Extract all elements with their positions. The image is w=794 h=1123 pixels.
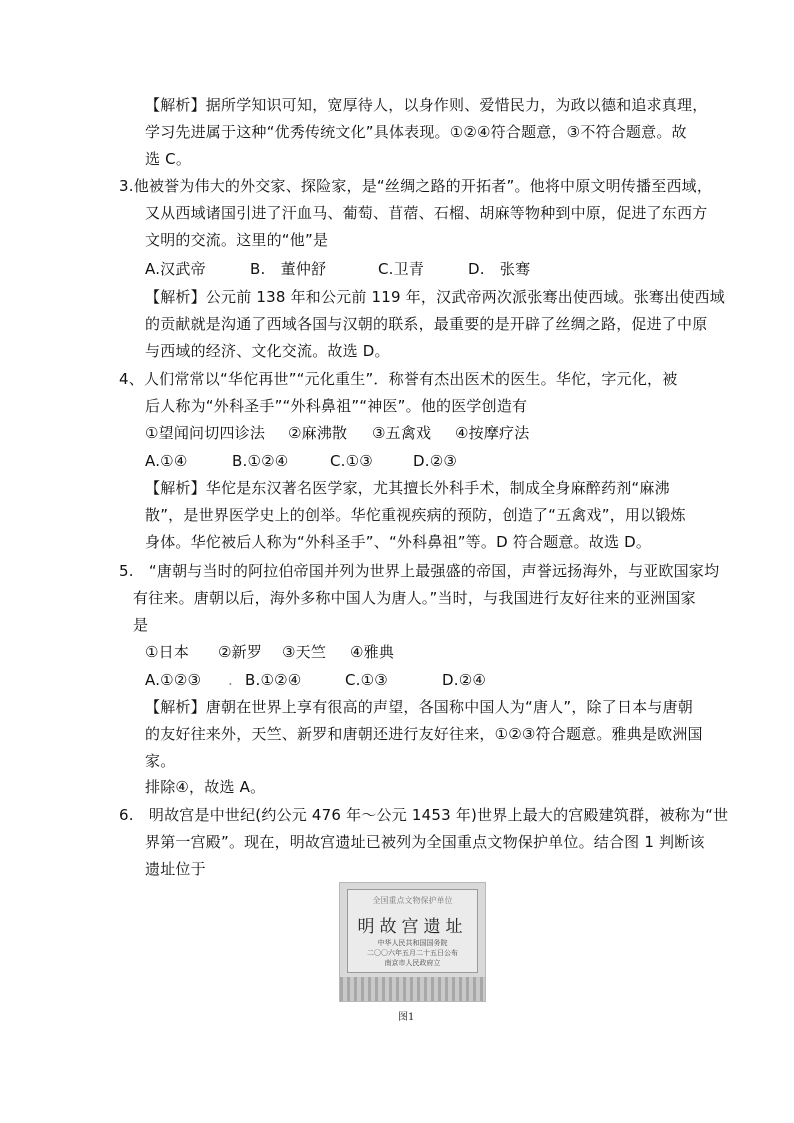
heritage-plaque — [347, 889, 478, 973]
q4-item: ④按摩疗法 — [455, 424, 530, 442]
q3-explanation-line: 【解析】公元前 138 年和公元前 119 年，汉武帝两次派张骞出使西域。张骞出使西域 — [145, 288, 725, 306]
q4-explanation-line: 散”，是世界医学史上的创举。华佗重视疾病的预防，创造了“五禽戏”，用以锻炼 — [145, 506, 686, 524]
q3-stem-line: 又从西域诸国引进了汗血马、葡萄、苜蓿、石榴、胡麻等物种到中原，促进了东西方 — [145, 204, 708, 222]
q4-option-c: C.①③ — [330, 452, 373, 470]
q6-stem-line: 界第一宫殿”。现在，明故宫遗址已被列为全国重点文物保护单位。结合图 1 判断该 — [145, 833, 705, 851]
q4-items — [0, 423, 794, 443]
stray-mark: . — [228, 671, 233, 689]
q5-item: ③天竺 — [282, 643, 327, 661]
q4-options — [0, 451, 794, 471]
q5-item: ①日本 — [145, 643, 190, 661]
q3-option-b: B. 董仲舒 — [250, 260, 327, 278]
q2-explanation-line: 选 C。 — [145, 150, 192, 168]
q4-item: ②麻沸散 — [288, 424, 348, 442]
q5-items — [0, 642, 794, 662]
q3-option-d: D. 张骞 — [468, 260, 531, 278]
q5-option-b: B.①②④ — [245, 671, 302, 689]
q6-stem-line: 遗址位于 — [145, 860, 206, 878]
q4-stem-line: 后人称为“外科圣手”“外科鼻祖”“神医”。他的医学创造有 — [145, 397, 528, 415]
q5-item: ④雅典 — [350, 643, 395, 661]
plaque-issuer: 中华人民共和国国务院 — [377, 939, 448, 947]
q5-option-d: D.②④ — [442, 671, 487, 689]
q4-explanation-line: 身体。华佗被后人称为“外科圣手”、“外科鼻祖”等。D 符合题意。故选 D。 — [145, 533, 652, 551]
ming-palace-site-photo — [339, 882, 486, 1002]
q3-explanation-line: 与西域的经济、文化交流。故选 D。 — [145, 342, 390, 360]
q5-option-c: C.①③ — [345, 671, 388, 689]
photo-ground — [340, 977, 485, 1002]
q3-stem-line: 3.他被誉为伟大的外交家、探险家，是“丝绸之路的开拓者”。他将中原文明传播至西域， — [119, 177, 713, 195]
q5-explanation-line: 的友好往来外，天竺、新罗和唐朝还进行友好往来，①②③符合题意。雅典是欧洲国 — [145, 725, 703, 743]
q5-stem-line: 有往来。唐朝以后，海外多称中国人为唐人。”当时，与我国进行友好往来的亚洲国家 — [133, 589, 696, 607]
q2-explanation-line: 学习先进属于这种“优秀传统文化”具体表现。①②④符合题意，③不符合题意。故 — [145, 123, 687, 141]
plaque-header: 全国重点文物保护单位 — [372, 896, 453, 905]
q4-stem-line: 4、人们常常以“华佗再世”“元化重生”．称誉有杰出医术的医生。华佗，字元化，被 — [119, 370, 678, 388]
plaque-title: 明故宫遗址 — [357, 917, 468, 937]
q5-explanation-line: 排除④，故选 A。 — [145, 778, 266, 796]
q5-explanation-line: 家。 — [145, 752, 176, 770]
q4-option-b: B.①②④ — [232, 452, 289, 470]
plaque-erected-by: 南京市人民政府立 — [384, 959, 441, 967]
q4-item: ①望闻问切四诊法 — [145, 424, 266, 442]
q5-stem-line: 5. “唐朝与当时的阿拉伯帝国并列为世界上最强盛的帝国，声誉远扬海外，与亚欧国家均 — [119, 562, 720, 580]
q3-stem-line: 文明的交流。这里的“他”是 — [145, 231, 329, 249]
q5-stem-line: 是 — [133, 616, 149, 634]
q5-option-a: A.①②③ — [145, 671, 202, 689]
q4-item: ③五禽戏 — [372, 424, 432, 442]
q4-explanation-line: 【解析】华佗是东汉著名医学家，尤其擅长外科手术，制成全身麻醉药剂“麻沸 — [145, 479, 670, 497]
q2-explanation-line: 【解析】据所学知识可知，宽厚待人，以身作则、爱惜民力，为政以德和追求真理， — [145, 96, 708, 114]
q3-option-a: A.汉武帝 — [145, 260, 206, 278]
q6-stem-line: 6. 明故宫是中世纪(约公元 476 年～公元 1453 年)世界上最大的宫殿建筑群，被称为“世 — [119, 806, 729, 824]
q4-option-a: A.①④ — [145, 452, 188, 470]
q3-explanation-line: 的贡献就是沟通了西域各国与汉朝的联系，最重要的是开辟了丝绸之路，促进了中原 — [145, 315, 708, 333]
q5-item: ②新罗 — [218, 643, 263, 661]
q3-options — [0, 259, 794, 279]
q5-explanation-line: 【解析】唐朝在世界上享有很高的声望，各国称中国人为“唐人”，除了日本与唐朝 — [145, 698, 693, 716]
q3-option-c: C.卫青 — [378, 260, 425, 278]
q4-option-d: D.②③ — [413, 452, 458, 470]
q5-options — [0, 670, 794, 690]
figure-caption: 图1 — [398, 1012, 415, 1023]
plaque-date: 二〇〇六年五月二十五日公布 — [367, 949, 458, 957]
